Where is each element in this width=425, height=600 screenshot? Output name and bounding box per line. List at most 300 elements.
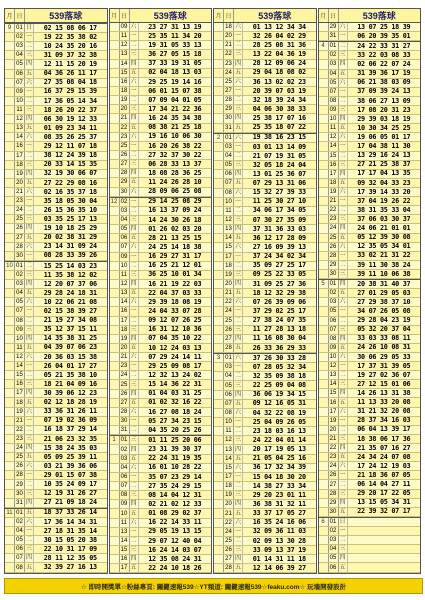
row-day: 12: [223, 436, 234, 444]
row-numbers: 12 14 06 39 27: [252, 563, 306, 572]
row-month: [5, 453, 14, 461]
row-weekday: 三: [130, 381, 137, 388]
draw-row: [110, 546, 212, 555]
row-weekday: 六: [130, 78, 137, 85]
row-month: [5, 215, 14, 223]
row-day: 29: [119, 178, 130, 186]
row-month: [110, 362, 119, 370]
row-weekday: 六: [130, 24, 137, 31]
row-day: 14: [328, 380, 339, 388]
draw-row: [214, 418, 316, 427]
draw-row: [214, 326, 316, 335]
row-day: 13: [223, 445, 234, 453]
row-numbers: 29 04 18 08 02: [252, 68, 306, 77]
results-panel-4: [318, 8, 422, 574]
row-month: [5, 179, 14, 187]
draw-row: [5, 261, 107, 271]
row-weekday: 四: [339, 499, 346, 506]
draw-row: [319, 261, 421, 270]
row-month: [319, 79, 328, 87]
draw-row: [5, 298, 107, 307]
row-weekday: 六: [339, 408, 346, 415]
row-weekday: 三: [25, 326, 32, 333]
panel-header: [319, 9, 421, 23]
row-weekday: 六: [339, 299, 346, 306]
row-month: [110, 23, 119, 31]
footer-banner: [4, 578, 423, 594]
row-month: [319, 307, 328, 315]
draw-row: [214, 464, 316, 473]
row-weekday: 六: [25, 243, 32, 250]
row-numbers: 30 06 29 05 33: [357, 352, 411, 361]
row-day: 20: [223, 280, 234, 288]
row-month: [5, 499, 14, 507]
row-month: [214, 564, 223, 572]
row-day: 13: [119, 50, 130, 58]
row-day: 24: [223, 69, 234, 77]
row-weekday: 一: [25, 34, 32, 41]
row-day: 21: [119, 114, 130, 122]
row-weekday: 六: [234, 134, 241, 141]
row-weekday: 一: [130, 198, 137, 205]
row-numbers: 17 36 14 34 31: [43, 517, 97, 526]
draw-row: [5, 508, 107, 518]
draw-row: [214, 381, 316, 390]
row-day: 05: [223, 161, 234, 169]
draw-row: [319, 545, 421, 554]
row-numbers: 21 19 27 34 08: [43, 316, 97, 325]
row-day: 21: [14, 417, 25, 425]
row-month: [214, 326, 223, 334]
row-numbers: 37 24 34 02 34: [252, 252, 306, 261]
row-day: 19: [223, 271, 234, 279]
row-weekday: 三: [130, 217, 137, 224]
row-numbers: 31 09 25 27 36: [252, 279, 306, 288]
row-weekday: 三: [130, 492, 137, 499]
row-month: [319, 215, 328, 223]
row-weekday: 三: [234, 547, 241, 554]
draw-row: [5, 234, 107, 243]
row-day: 31: [223, 124, 234, 132]
draw-row: [319, 106, 421, 115]
row-day: 04: [328, 545, 339, 553]
panel-header: [214, 9, 316, 23]
row-numbers: 01 02 32 16 22: [148, 398, 202, 407]
row-month: [110, 169, 119, 177]
draw-row: [5, 33, 107, 42]
row-day: 13: [223, 225, 234, 233]
row-numbers: 25 35 11 34 20: [148, 31, 202, 40]
row-day: 08: [223, 409, 234, 417]
row-weekday: 五: [130, 290, 137, 297]
row-weekday: 四: [339, 225, 346, 232]
row-numbers: 27 21 09 18 24: [43, 498, 97, 507]
row-month: [214, 445, 223, 453]
row-weekday: 五: [130, 69, 137, 76]
draw-row: [110, 96, 212, 105]
row-day: 11: [328, 124, 339, 132]
row-month: [319, 408, 328, 416]
row-day: 04: [14, 51, 25, 59]
row-numbers: 01 09 23 34 11: [43, 123, 97, 132]
row-numbers: 06 28 33 13 37: [148, 159, 202, 168]
draw-row: [319, 115, 421, 124]
row-numbers: 05 32 20 37 04: [357, 325, 411, 334]
row-month: [319, 97, 328, 105]
draw-row: [214, 41, 316, 50]
row-month: [214, 234, 223, 242]
row-day: 19: [223, 491, 234, 499]
row-day: 22: [223, 50, 234, 58]
row-numbers: 26 33 36 29 33: [252, 343, 306, 352]
row-numbers: 19 22 35 38 02: [43, 32, 97, 41]
row-numbers: 12 20 07 37 06: [43, 279, 97, 288]
row-day: 24: [14, 206, 25, 214]
row-day: 04: [223, 372, 234, 380]
row-day: 06: [119, 473, 130, 481]
row-numbers: 09 32 04 33 23: [357, 178, 411, 187]
draw-row: [5, 426, 107, 435]
row-weekday: 五: [130, 235, 137, 242]
row-month: [5, 161, 14, 169]
draw-row: [319, 32, 421, 41]
row-month: [110, 455, 119, 463]
draw-row: [214, 473, 316, 482]
row-numbers: 21 05 04 25 16: [252, 454, 306, 463]
draw-row: [214, 105, 316, 114]
row-numbers: 27 35 08 04 18: [43, 78, 97, 87]
row-day: 17: [14, 152, 25, 160]
row-day: 02: [328, 51, 339, 59]
row-day: 01: [328, 280, 339, 288]
row-numbers: 17 04 38 11 30: [357, 142, 411, 151]
row-numbers: 21 35 07 16 27: [357, 443, 411, 452]
draw-row: [319, 353, 421, 362]
row-weekday: 四: [339, 281, 346, 288]
row-day: 27: [328, 480, 339, 488]
row-numbers: 38 06 27 13 09: [357, 96, 411, 105]
draw-row: [214, 133, 316, 143]
row-day: 11: [223, 427, 234, 435]
row-numbers: 15 14 36 22 31: [148, 380, 202, 389]
draw-row: [110, 390, 212, 399]
row-month: [319, 326, 328, 334]
row-day: 16: [119, 307, 130, 315]
row-weekday: 三: [25, 107, 32, 114]
row-month: [319, 197, 328, 205]
row-day: 05: [328, 554, 339, 562]
draw-row: [110, 362, 212, 371]
row-month: 3: [216, 355, 221, 362]
row-day: 07: [328, 88, 339, 96]
row-numbers: 11 16 08 30 04: [252, 334, 306, 343]
row-day: 18: [328, 179, 339, 187]
row-day: 23: [119, 362, 130, 370]
row-numbers: 16 31 12 10 36: [148, 325, 202, 334]
draw-row: [5, 42, 107, 51]
row-day: 09: [119, 500, 130, 508]
row-numbers: 15 25 14 03 23: [43, 261, 97, 270]
row-month: [214, 189, 223, 197]
row-numbers: 36 27 05 15 18: [148, 50, 202, 59]
row-month: [319, 32, 328, 40]
draw-row: [214, 427, 316, 436]
row-weekday: 六: [234, 24, 241, 31]
row-numbers: 21 06 23 32 35: [43, 434, 97, 443]
row-numbers: [348, 554, 421, 562]
row-month: [110, 317, 119, 325]
draw-row: [110, 417, 212, 426]
row-month: [110, 216, 119, 224]
row-month: [319, 462, 328, 470]
row-numbers: 28 37 34 16 03: [357, 416, 411, 425]
draw-row: [214, 50, 316, 59]
row-day: 19: [119, 96, 130, 104]
row-day: 04: [119, 464, 130, 472]
row-numbers: 37 06 03 30 37: [357, 214, 411, 223]
row-day: 29: [328, 23, 339, 31]
row-weekday: 四: [234, 556, 241, 563]
row-month: [5, 426, 14, 434]
row-numbers: 04 32 22 08 19: [252, 408, 306, 417]
draw-row: [5, 444, 107, 453]
draw-row: [214, 161, 316, 170]
row-weekday: 三: [25, 435, 32, 442]
draw-row: [5, 289, 107, 298]
row-month: [214, 143, 223, 151]
row-month: [319, 417, 328, 425]
row-day: 20: [119, 344, 130, 352]
draw-row: [214, 124, 316, 133]
row-day: 16: [14, 142, 25, 150]
row-month: [110, 399, 119, 407]
draw-row: [110, 426, 212, 435]
row-day: 09: [119, 23, 130, 31]
row-month: [110, 417, 119, 425]
row-day: 30: [119, 417, 130, 425]
row-numbers: 23 27 31 13 19: [148, 22, 202, 31]
draw-row: [110, 473, 212, 482]
row-month: [5, 527, 14, 535]
row-day: 22: [14, 426, 25, 434]
row-numbers: 34 06 17 34 05: [252, 206, 306, 215]
draw-row: [110, 114, 212, 123]
draw-row: [214, 555, 316, 564]
row-weekday: 六: [234, 189, 241, 196]
row-month: [214, 41, 223, 49]
draw-row: [110, 234, 212, 243]
row-day: 11: [119, 519, 130, 527]
row-numbers: 22 39 32 07 17: [357, 507, 411, 516]
row-weekday: 四: [25, 335, 32, 342]
row-day: 07: [328, 326, 339, 334]
row-numbers: 01 08 29 02 37: [148, 509, 202, 518]
row-month: [110, 32, 119, 40]
draw-row: [214, 564, 316, 573]
draw-row: [319, 517, 421, 527]
draw-row: [5, 362, 107, 371]
row-day: 27: [223, 335, 234, 343]
row-month: [110, 390, 119, 398]
row-numbers: 06 01 15 07 38: [148, 86, 202, 95]
row-day: 23: [223, 60, 234, 68]
row-numbers: 28 21 13 25 15: [148, 233, 202, 242]
row-weekday: 一: [130, 253, 137, 260]
row-day: 10: [223, 198, 234, 206]
row-numbers: 16 35 24 16 06: [252, 518, 306, 527]
row-numbers: 17 34 21 22 36: [148, 104, 202, 113]
row-day: 17: [328, 408, 339, 416]
row-month: [5, 289, 14, 297]
row-weekday: 六: [130, 244, 137, 251]
row-numbers: 37 29 02 25 17: [252, 307, 306, 316]
draw-row: [110, 464, 212, 473]
row-numbers: [348, 563, 421, 571]
row-numbers: 13 22 04 36 19: [252, 50, 306, 59]
draw-row: [319, 444, 421, 453]
row-numbers: 30 39 06 12 23: [43, 389, 97, 398]
row-numbers: 13 29 16 24 13: [357, 151, 411, 160]
draw-row: [319, 51, 421, 60]
draw-row: [110, 537, 212, 546]
row-numbers: 02 09 13 30 28: [252, 536, 306, 545]
draw-row: [319, 317, 421, 326]
row-weekday: 二: [130, 262, 137, 269]
row-month: [214, 198, 223, 206]
row-weekday: 四: [234, 115, 241, 122]
row-month: [319, 389, 328, 397]
draw-row: [319, 270, 421, 279]
row-weekday: 五: [25, 290, 32, 297]
row-weekday: 二: [130, 372, 137, 379]
row-month: [319, 317, 328, 325]
row-month: [110, 509, 119, 517]
row-weekday: 五: [25, 125, 32, 132]
row-month: [5, 271, 14, 279]
row-numbers: 25 38 17 07 16: [252, 114, 306, 123]
row-day: 11: [119, 32, 130, 40]
row-numbers: 18 38 06 17 36: [357, 434, 411, 443]
footer-text: ☆ 即時開獎單☆粉絲專頁: 關鍵速報539☆YT頻道: 關鍵速報539☆feaku.com☆ 玩墙開發設計: [80, 583, 347, 591]
row-day: 21: [223, 41, 234, 49]
row-day: 09: [328, 344, 339, 352]
draw-row: [110, 188, 212, 197]
row-day: 25: [223, 78, 234, 86]
row-numbers: [348, 545, 421, 553]
row-numbers: 02 04 18 13 03: [148, 68, 202, 77]
row-numbers: 15 32 27 39 33: [252, 188, 306, 197]
row-month: [214, 307, 223, 315]
row-day: 15: [119, 546, 130, 554]
row-day: 17: [119, 564, 130, 572]
row-weekday: 五: [339, 564, 346, 571]
draw-row: [5, 60, 107, 69]
row-weekday: 二: [25, 481, 32, 488]
row-day: 14: [119, 298, 130, 306]
row-month: [5, 33, 14, 41]
draw-row: [319, 362, 421, 371]
row-weekday: 一: [130, 473, 137, 480]
row-day: 03: [119, 207, 130, 215]
row-month: [319, 51, 328, 59]
row-weekday: 五: [234, 400, 241, 407]
row-month: [5, 197, 14, 205]
row-month: [214, 418, 223, 426]
row-day: 17: [223, 473, 234, 481]
row-day: 12: [119, 41, 130, 49]
row-numbers: 16 01 10 28 22: [148, 463, 202, 472]
row-month: [214, 289, 223, 297]
row-numbers: 31 39 36 17 19: [357, 69, 411, 78]
row-day: 12: [14, 115, 25, 123]
row-month: [214, 207, 223, 215]
draw-row: [110, 399, 212, 408]
row-day: 23: [328, 215, 339, 223]
row-day: 17: [119, 317, 130, 325]
row-weekday: 五: [339, 234, 346, 241]
row-month: [214, 32, 223, 40]
row-month: [5, 389, 14, 397]
row-weekday: 一: [339, 252, 346, 259]
row-weekday: 一: [234, 308, 241, 315]
row-weekday: 四: [234, 501, 241, 508]
row-day: 13: [119, 289, 130, 297]
row-weekday: 五: [25, 234, 32, 241]
row-weekday: 四: [339, 61, 346, 68]
draw-row: [110, 41, 212, 50]
row-numbers: 19 38 16 23 15: [252, 133, 306, 142]
row-month: [5, 344, 14, 352]
row-month: [5, 444, 14, 452]
row-month: [214, 455, 223, 463]
draw-row: [110, 335, 212, 344]
month-column-label: 月: [6, 14, 13, 20]
row-day: 21: [223, 509, 234, 517]
row-numbers: 20 38 31 40 37: [357, 279, 411, 288]
row-weekday: 一: [25, 88, 32, 95]
draw-row: [5, 398, 107, 407]
day-column-label: 日: [223, 9, 234, 22]
draw-row: [110, 408, 212, 417]
row-month: [110, 555, 119, 563]
row-numbers: [348, 536, 421, 544]
row-day: 09: [119, 253, 130, 261]
draw-row: [5, 335, 107, 344]
row-weekday: 一: [234, 143, 241, 150]
row-day: 24: [119, 371, 130, 379]
draw-row: [110, 160, 212, 169]
draw-row: [110, 344, 212, 353]
row-month: [214, 262, 223, 270]
row-month: [5, 243, 14, 251]
row-month: 4: [321, 43, 325, 50]
draw-row: [110, 262, 212, 271]
row-day: 09: [14, 326, 25, 334]
row-weekday: 三: [25, 161, 32, 168]
draw-row: [110, 435, 212, 445]
draw-row: [5, 527, 107, 536]
row-weekday: 三: [25, 546, 32, 553]
row-month: [110, 151, 119, 159]
draw-row: [214, 114, 316, 123]
row-numbers: 32 19 30 06 07: [43, 169, 97, 178]
row-weekday: 二: [234, 262, 241, 269]
row-numbers: 36 06 19 34 15: [252, 390, 306, 399]
row-weekday: 三: [234, 106, 241, 113]
draw-row: [319, 298, 421, 307]
row-weekday: 二: [339, 481, 346, 488]
results-panel-3: [213, 8, 317, 574]
